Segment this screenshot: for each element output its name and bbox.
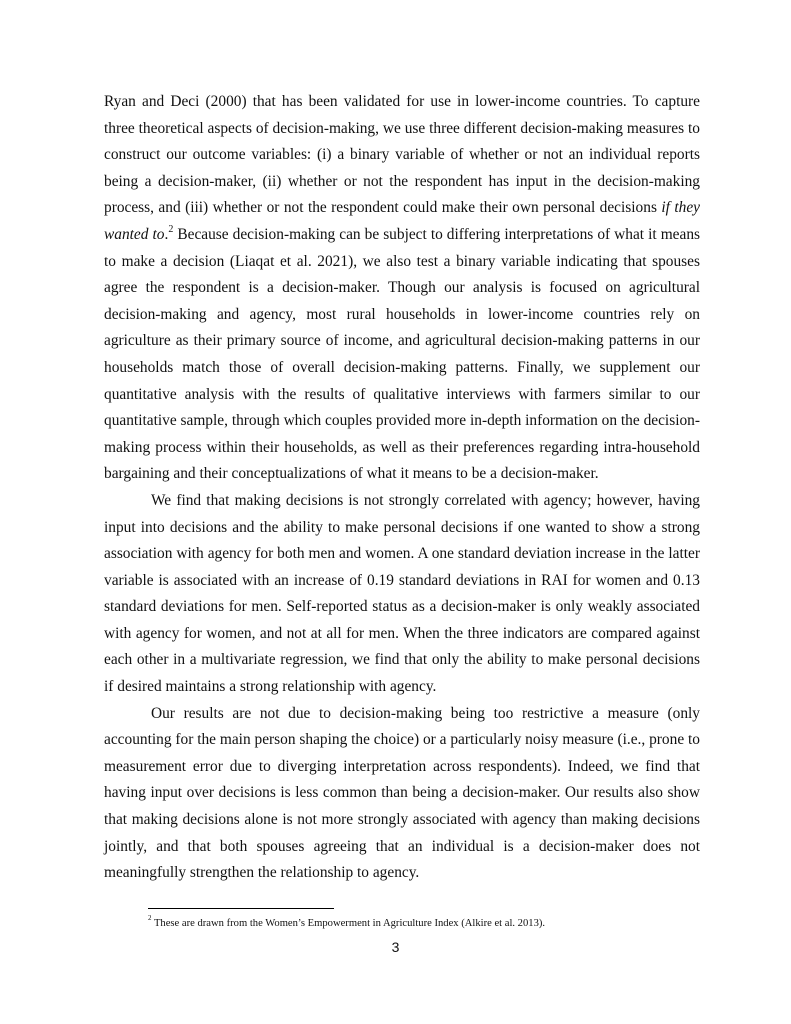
page-number: 3	[391, 939, 400, 955]
paragraph-1-continuation: Because decision-making can be subject to differing interpretations of what it means to make a decision (Liaqat et al. 2021), we also test a binary variable indicating that spouses agree the respondent is a decision-maker. Though our analysis is focused on agricultural decision-making and agency, most rural households in lower-income countries rely on agriculture as their primary source of income, and agricultural decision-making patterns in our households match those of overall decision-making patterns. Finally, we supplement our quantitative analysis with the results of qualitative interviews with farmers similar to our quantitative sample, through which couples provided more in-depth information on the decision-making process within their households, as well as their preferences regarding intra-household bargaining and their conceptualizations of what it means to be a decision-maker.	[104, 225, 701, 483]
footnote-divider	[148, 908, 334, 909]
footnote	[148, 914, 708, 931]
paragraph-1-period: .	[164, 225, 169, 243]
paragraph-1	[104, 89, 700, 488]
paragraph-1-text: Ryan and Deci (2000) that has been validated for use in lower-income countries. To capture three theoretical aspects of decision-making, we use three different decision-making measures to construct our outcome variables: (i) a binary variable of whether or not an individual reports being a decision-maker, (ii) whether or not the respondent has input in the decision-making process, and (iii) whether or not the respondent could make their own personal decisions	[104, 93, 700, 217]
paragraph-3: Our results are not due to decision-making being too restrictive a measure (only accounting for the main person shaping the choice) or a particularly noisy measure (i.e., prone to measurement error due to diverging interpretation across respondents). Indeed, we find that having input over decisions is less common than being a decision-maker. Our results also show that making decisions alone is not more strongly associated with agency than making decisions jointly, and that both spouses agreeing that an individual is a decision-maker does not meaningfully strengthen the relationship to agency.	[104, 704, 700, 882]
footnote-text: These are drawn from the Women’s Empowerment in Agriculture Index (Alkire et al. 2013).	[151, 918, 546, 929]
paragraph-1-emphasis: if they wanted to	[104, 199, 700, 243]
paragraph-2: We find that making decisions is not strongly correlated with agency; however, having input into decisions and the ability to make personal decisions if one wanted to show a strong association with agency for both men and women. A one standard deviation increase in the latter variable is associated with an increase of 0.19 standard deviations in RAI for women and 0.13 standard deviations for men. Self-reported status as a decision-maker is only weakly associated with agency for women, and not at all for men. When the three indicators are compared against each other in a multivariate regression, we find that only the ability to make personal decisions if desired maintains a strong relationship with agency.	[104, 491, 700, 696]
body-text	[104, 89, 700, 887]
footnote-mark: 2	[148, 914, 152, 923]
footnote-reference[interactable]: 2	[168, 223, 174, 235]
